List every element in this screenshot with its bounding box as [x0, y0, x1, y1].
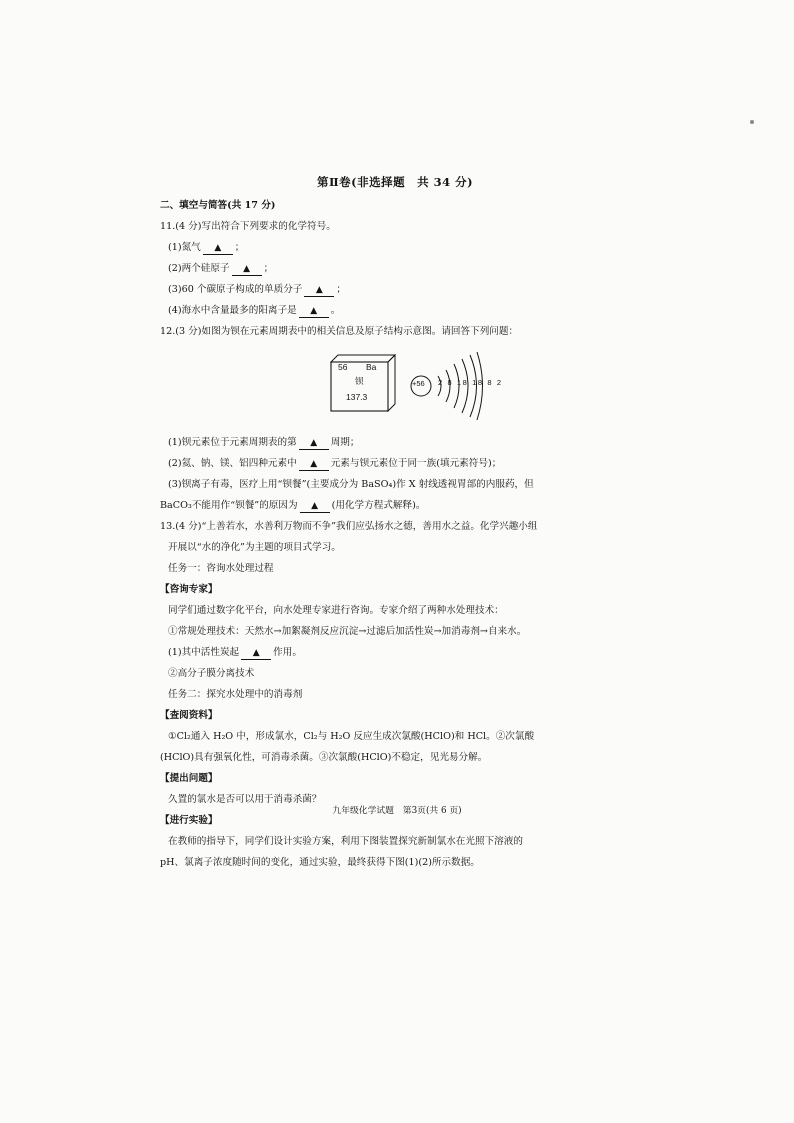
q11-item-4-end: 。: [330, 305, 341, 316]
q12-stem: 12.(3 分)如图为钡在元素周期表中的相关信息及原子结构示意图。请回答下列问题：: [160, 326, 519, 337]
barium-figure: [160, 348, 630, 430]
periodic-table-cell: [330, 354, 396, 412]
page-footer: 九年级化学试题 第3页(共 6 页): [332, 806, 462, 816]
q13-item-1: [160, 642, 630, 663]
question-text: 久置的氯水是否可以用于消毒杀菌？: [168, 794, 322, 805]
q11-item-1-end: ；: [234, 242, 245, 253]
lookup-line-1: ①Cl₂通入 H₂O 中，形成氯水，Cl₂与 H₂O 反应生成次氯酸(HClO)和 HCl。②次氯酸: [168, 731, 535, 742]
q12-item-2-end: 元素与钡元素位于同一族(填元素符号)；: [330, 458, 502, 469]
answer-blank[interactable]: ▲: [299, 305, 329, 318]
q12-item-1: [160, 432, 630, 453]
lookup-header: 【查阅资料】: [160, 710, 218, 721]
q11-item-2: [160, 258, 630, 279]
q11-item-1-text: (1)氮气: [168, 242, 201, 253]
q11-item-4-text: (4)海水中含量最多的阳离子是: [168, 305, 297, 316]
q12-item-3-end: (用化学方程式解释)。: [331, 500, 426, 511]
answer-blank[interactable]: ▲: [203, 242, 233, 255]
q11-item-1: [160, 237, 630, 258]
q11-stem: 11.(4 分)写出符合下列要求的化学符号。: [160, 221, 336, 232]
q12-item-3-line-1: (3)钡离子有毒，医疗上用“钡餐”(主要成分为 BaSO₄)作 X 射线透视胃部的内服药，但: [168, 479, 534, 490]
experiment-header: 【进行实验】: [160, 815, 218, 826]
element-name: 钡: [355, 377, 364, 387]
element-symbol: Ba: [366, 362, 377, 372]
electron-shells: 2 8 18 18 8 2: [438, 378, 503, 387]
answer-blank[interactable]: ▲: [241, 647, 271, 660]
q12-item-3-line-2: [160, 495, 630, 516]
section-heading: 二、填空与简答(共 17 分): [160, 200, 276, 211]
answer-blank[interactable]: ▲: [304, 284, 334, 297]
answer-blank[interactable]: ▲: [232, 263, 262, 276]
section-title: 第Ⅱ卷(非选择题 共 34 分): [316, 175, 474, 189]
answer-blank[interactable]: ▲: [299, 458, 329, 471]
page-content: [160, 172, 630, 873]
q12-item-2: [160, 453, 630, 474]
q11-item-3-text: (3)60 个碳原子构成的单质分子: [168, 284, 303, 295]
consult-text: 同学们通过数字化平台，向水处理专家进行咨询。专家介绍了两种水处理技术：: [168, 605, 504, 616]
q13-item-1-text: (1)其中活性炭起: [168, 647, 240, 658]
task-two: 任务二：探究水处理中的消毒剂: [168, 689, 303, 700]
q11-item-4: [160, 300, 630, 321]
consult-header: 【咨询专家】: [160, 584, 218, 595]
q13-item-1-end: 作用。: [273, 647, 302, 658]
q11-item-3: [160, 279, 630, 300]
q13-stem-line-1: 13.(4 分)“上善若水，水善利万物而不争”我们应弘扬水之德，善用水之益。化学兴趣小组: [160, 521, 538, 532]
q11-item-3-end: ；: [336, 284, 346, 295]
atomic-number: 56: [338, 362, 348, 372]
technique-two: ②高分子膜分离技术: [168, 668, 255, 679]
atomic-mass: 137.3: [346, 392, 368, 402]
nucleus-charge: +56: [412, 379, 425, 388]
task-one: 任务一：咨询水处理过程: [168, 563, 274, 574]
q11-item-2-end: ；: [263, 263, 274, 274]
technique-one: ①常规处理技术：天然水→加絮凝剂反应沉淀→过滤后加活性炭→加消毒剂→自来水。: [168, 626, 527, 637]
answer-blank[interactable]: ▲: [299, 437, 329, 450]
q12-item-1-text: (1)钡元素位于元素周期表的第: [168, 437, 297, 448]
q13-stem-line-2: 开展以“水的净化”为主题的项目式学习。: [168, 542, 341, 553]
q12-item-3-text: BaCO₃不能用作“钡餐”的原因为: [160, 500, 298, 511]
q12-item-2-text: (2)氦、钠、镁、铝四种元素中: [168, 458, 297, 469]
answer-blank[interactable]: ▲: [300, 500, 330, 513]
q11-item-2-text: (2)两个硅原子: [168, 263, 230, 274]
lookup-line-2: (HClO)具有强氧化性，可消毒杀菌。③次氯酸(HClO)不稳定，见光易分解。: [160, 752, 488, 763]
experiment-line-1: 在教师的指导下，同学们设计实验方案，利用下图装置探究新制氯水在光照下溶液的: [168, 836, 523, 847]
scan-speck: [750, 120, 754, 124]
q12-item-1-end: 周期；: [330, 437, 360, 448]
experiment-line-2: pH、氯离子浓度随时间的变化，通过实验，最终获得下图(1)(2)所示数据。: [160, 857, 480, 868]
question-header: 【提出问题】: [160, 773, 218, 784]
